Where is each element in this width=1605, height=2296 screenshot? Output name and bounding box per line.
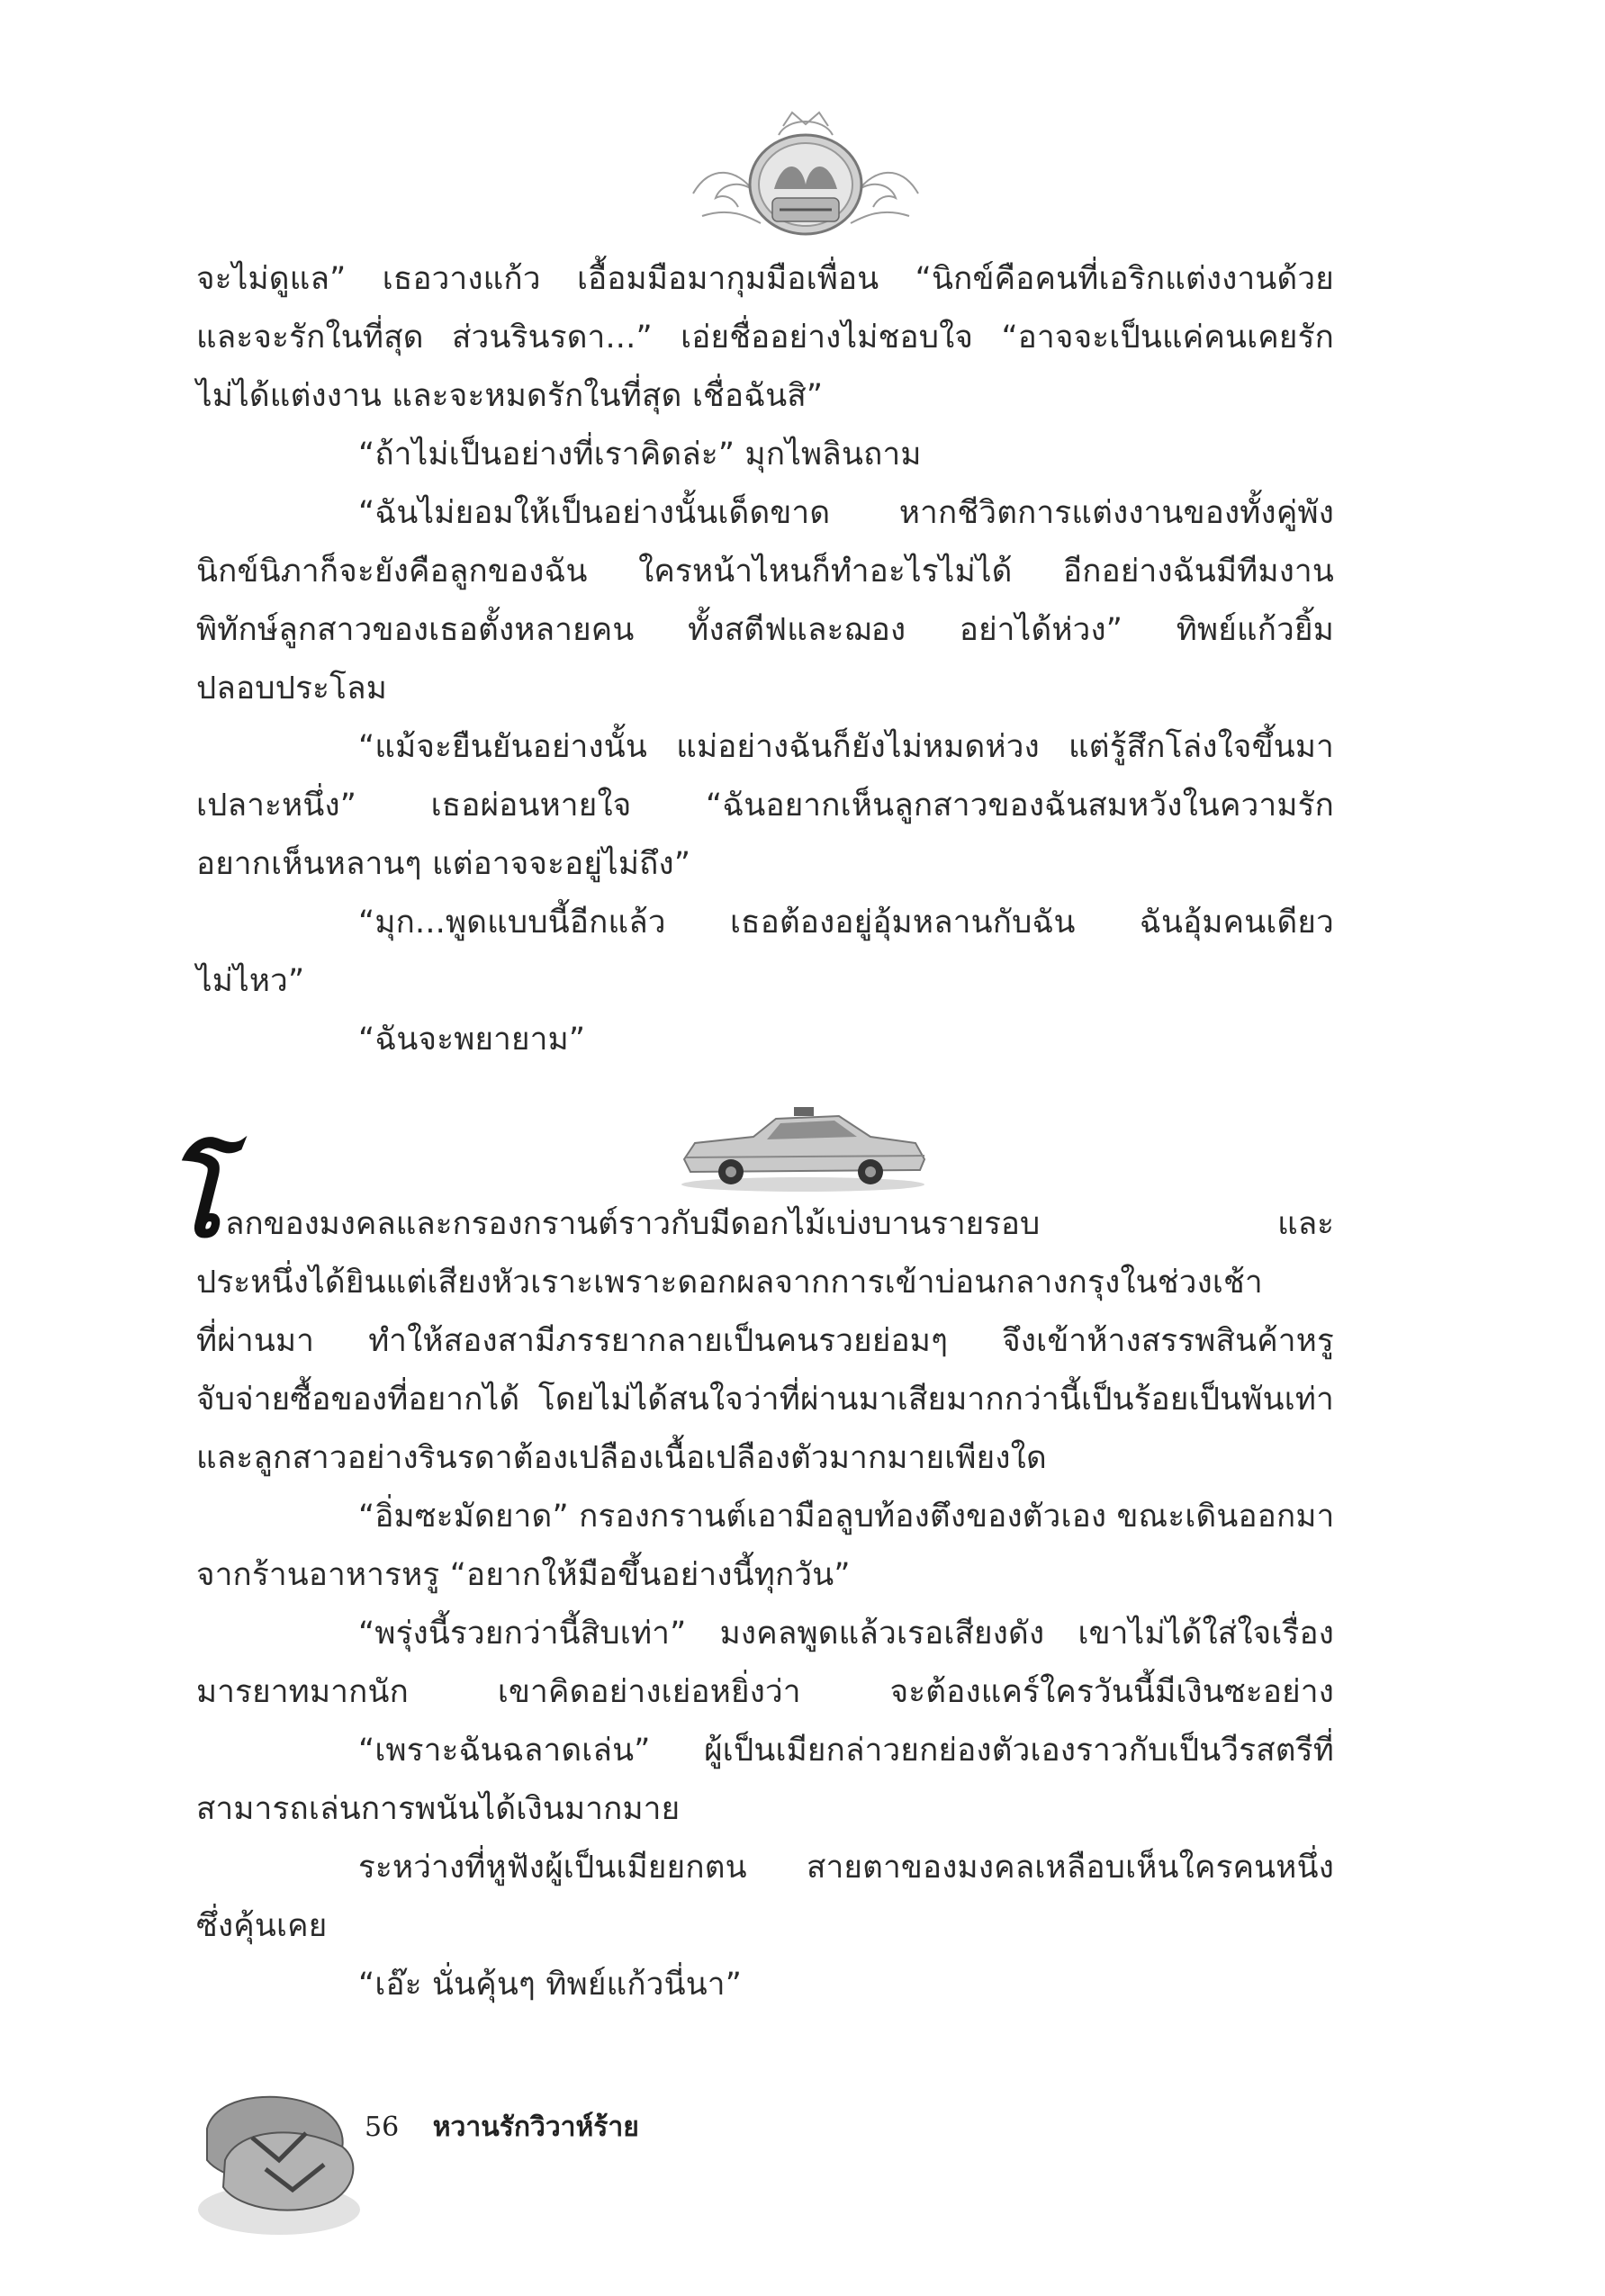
paragraph-line: สามารถเล่นการพนันได้เงินมากมาย (196, 1791, 681, 1827)
paragraph-line: ไม่ได้แต่งงาน และจะหมดรักในที่สุด เชื่อฉันสิ” (196, 378, 824, 414)
paragraph-line: “ถ้าไม่เป็นอย่างที่เราคิดล่ะ” มุกไพลินถาม (358, 437, 922, 473)
paragraph-line: และลูกสาวอย่างรินรดาต้องเปลืองเนื้อเปลืองตัวมากมายเพียงใด (196, 1440, 1047, 1476)
paragraph-line: ระหว่างที่หูฟังผู้เป็นเมียยกตน สายตาของมงคลเหลือบเห็นใครคนหนึ่ง (358, 1850, 1334, 1886)
paragraph-line: “เอ๊ะ นั่นคุ้นๆ ทิพย์แก้วนี่นา” (358, 1967, 743, 2003)
paragraph-line: มารยาทมากนัก เขาคิดอย่างเย่อหยิ่งว่า จะต้องแคร์ใครวันนี้มีเงินซะอย่าง (196, 1674, 1334, 1710)
paragraph-line: “แม้จะยืนยันอย่างนั้น แม่อย่างฉันก็ยังไม่หมดห่วง แต่รู้สึกโล่งใจขึ้นมา (358, 729, 1334, 765)
page-footer (365, 2106, 639, 2148)
paragraph-line: “ฉันจะพยายาม” (358, 1022, 586, 1058)
slippers-icon (189, 2075, 369, 2246)
book-title: หวานรักวิวาห์ร้าย (432, 2111, 639, 2143)
paragraph-line: จากร้านอาหารหรู “อยากให้มือขึ้นอย่างนี้ทุกวัน” (196, 1557, 851, 1593)
paragraph-line: ไม่ไหว” (196, 963, 305, 999)
paragraph-line: นิกข์นิภาก็จะยังคือลูกของฉัน ใครหน้าไหนก็ทำอะไรไม่ได้ อีกอย่างฉันมีทีมงาน (196, 554, 1334, 590)
paragraph-line: “เพราะฉันฉลาดเล่น” ผู้เป็นเมียกล่าวยกย่องตัวเองราวกับเป็นวีรสตรีที่ (358, 1733, 1334, 1769)
paragraph-line: ปลอบประโลม (196, 671, 388, 707)
paragraph-line: จะไม่ดูแล” เธอวางแก้ว เอื้อมมือมากุมมือเพื่อน “นิกข์คือคนที่เอริกแต่งงานด้วย (196, 261, 1334, 297)
paragraph-line: ประหนึ่งได้ยินแต่เสียงหัวเราะเพราะดอกผลจากการเข้าบ่อนกลางกรุงในช่วงเช้า (196, 1265, 1263, 1301)
paragraph-line: ซึ่งคุ้นเคย (196, 1908, 328, 1944)
header-emblem-logo (675, 108, 936, 243)
paragraph-line: “พรุ่งนี้รวยกว่านี้สิบเท่า” มงคลพูดแล้วเรอเสียงดัง เขาไม่ได้ใส่ใจเรื่อง (358, 1616, 1334, 1652)
paragraph-line: “อิ่มซะมัดยาด” กรองกรานต์เอามือลูบท้องตึงของตัวเอง ขณะเดินออกมา (358, 1499, 1335, 1535)
paragraph-line: เปลาะหนึ่ง” เธอผ่อนหายใจ “ฉันอยากเห็นลูกสาวของฉันสมหวังในความรัก (196, 788, 1334, 824)
taxi-car-image (668, 1096, 938, 1195)
paragraph-line: พิทักษ์ลูกสาวของเธอตั้งหลายคน ทั้งสตีฟและฌอง อย่าได้ห่วง” ทิพย์แก้วยิ้ม (196, 612, 1334, 648)
page-number: 56 (365, 2111, 400, 2143)
paragraph-line: ที่ผ่านมา ทำให้สองสามีภรรยากลายเป็นคนรวยย่อมๆ จึงเข้าห้างสรรพสินค้าหรู (196, 1323, 1334, 1359)
drop-cap-letter: โ (164, 1135, 222, 1262)
paragraph-line: “ฉันไม่ยอมให้เป็นอย่างนั้นเด็ดขาด หากชีวิตการแต่งงานของทั้งคู่พัง (358, 495, 1334, 531)
paragraph-line: “มุก...พูดแบบนี้อีกแล้ว เธอต้องอยู่อุ้มหลานกับฉัน ฉันอุ้มคนเดียว (358, 905, 1334, 941)
paragraph-line: จับจ่ายซื้อของที่อยากได้ โดยไม่ได้สนใจว่าที่ผ่านมาเสียมากกว่านี้เป็นร้อยเป็นพันเท่า (196, 1382, 1334, 1418)
drop-cap-line: ลกของมงคลและกรองกรานต์ราวกับมีดอกไม้เบ่งบานรายรอบ และ (225, 1206, 1334, 1242)
paragraph-line: และจะรักในที่สุด ส่วนรินรดา...” เอ่ยชื่ออย่างไม่ชอบใจ “อาจจะเป็นแค่คนเคยรัก (196, 320, 1334, 356)
paragraph-line: อยากเห็นหลานๆ แต่อาจจะอยู่ไม่ถึง” (196, 846, 691, 882)
